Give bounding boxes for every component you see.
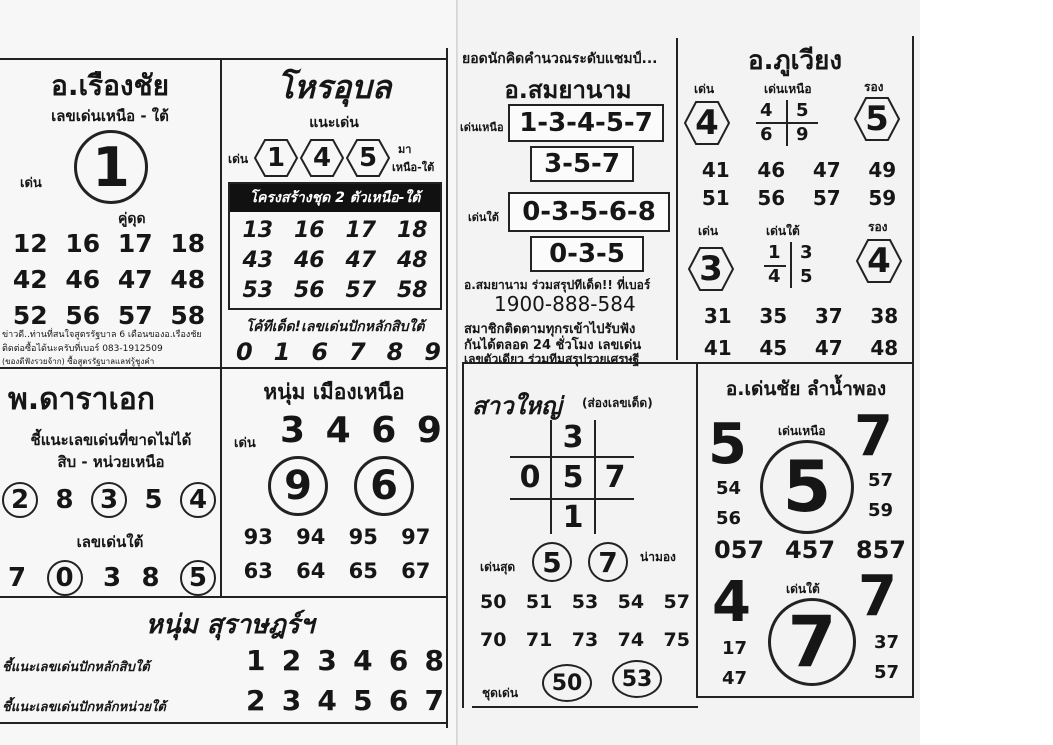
dara-subtitle-2: สิบ - หน่วยเหนือ — [57, 453, 165, 471]
number-cell: 17 — [722, 638, 748, 659]
number-cell: 70 — [480, 629, 507, 651]
noom-north-circle: 9 — [268, 456, 328, 516]
circled-digit: 3 — [91, 482, 127, 518]
phuwiang-title: อ.ภูเวียง — [747, 46, 843, 76]
number-cell: 93 — [243, 525, 273, 549]
horaupon-number-grid — [232, 216, 438, 306]
dara-south-row — [8, 560, 216, 596]
noom-north-circle: 6 — [354, 456, 414, 516]
number-cell: 46 — [65, 265, 101, 294]
number-cell: 56 — [293, 278, 325, 303]
hex-number: 5 — [854, 96, 900, 142]
number-cell: 50 — [480, 591, 507, 613]
digit: 2 — [281, 644, 302, 677]
number-cell: 65 — [348, 559, 378, 583]
rueangchai-pair-label: คู่ดุด — [118, 211, 146, 227]
digit: 6 — [388, 684, 409, 717]
denchai-north-circle: 5 — [760, 440, 854, 534]
number-cell: 97 — [401, 525, 431, 549]
digit: 4 — [353, 644, 373, 677]
number-cell: 43 — [242, 248, 274, 273]
digit: 7 — [8, 563, 27, 593]
number-cell: 95 — [348, 525, 378, 549]
noom-north-title: หนุ่ม เมืองเหนือ — [263, 380, 405, 404]
saoyai-chud-circle: 50 — [542, 664, 592, 702]
rueangchai-footer-2: ติดต่อซื้อได้นะครับที่เบอร์ 083-1912509 — [2, 344, 163, 354]
horaupon-title: โหรอุบล — [276, 68, 392, 106]
samayanam-title: อ.สมยานาม — [504, 76, 632, 104]
number-cell: 56 — [757, 186, 786, 210]
number-cell: 53 — [571, 591, 599, 613]
number-cell: 37 — [814, 304, 843, 328]
number-cell: 57 — [874, 662, 900, 683]
circled-digit: 0 — [47, 560, 83, 596]
number-cell: 75 — [663, 629, 690, 651]
noom-north-number-grid — [232, 520, 442, 588]
samayanam-text-3: เลขตัวเดียว ร่วมทีมสรุปรวยเศรษฐี — [464, 352, 640, 366]
digit: 3 — [281, 684, 302, 717]
saoyai-subtitle: (ส่องเลขเด็ด) — [582, 396, 653, 410]
saoyai-sut-circle: 5 — [532, 542, 572, 582]
samayanam-text-2: กันได้ตลอด 24 ชั่วโมง เลขเด่น — [464, 338, 642, 353]
number-cell: 48 — [870, 336, 899, 360]
number-cell: 71 — [525, 629, 553, 651]
digit: 1 — [246, 644, 266, 677]
noom-surat-title: หนุ่ม สุราษฎร์ฯ — [145, 610, 315, 640]
number-cell: 41 — [701, 158, 730, 182]
number-cell: 67 — [401, 559, 431, 583]
digit: 3 — [102, 563, 122, 593]
digit: 8 — [141, 563, 160, 593]
rueangchai-footer-1: ข่าวดี..ท่านที่สนใจสูตรรัฐบาล 6 เดือนของอ.เรืองชัย — [2, 330, 202, 340]
number-cell: 64 — [296, 559, 326, 583]
number-cell: 46 — [757, 158, 786, 182]
digit: 5 — [353, 684, 373, 717]
number-cell: 47 — [117, 265, 153, 294]
number-cell: 857 — [855, 536, 906, 564]
saoyai-sut-label: เด่นสุด — [480, 560, 516, 574]
phuwiang-south-grid — [690, 300, 912, 364]
samayanam-top-caption: ยอดนักคิดคำนวณระดับแชมป์... — [462, 51, 658, 67]
hex-number: 5 — [346, 138, 390, 178]
number-cell: 18 — [170, 229, 206, 258]
phuwiang-north-cross: 4 5 6 9 — [756, 100, 818, 146]
phuwiang-rong-label: รอง — [864, 80, 884, 94]
noom-surat-label-2: ชี้แนะเลขเด่นปักหลักหน่วยใต้ — [2, 700, 166, 715]
samayanam-south-label: เด่นใต้ — [468, 211, 499, 224]
digit: 4 — [325, 410, 351, 451]
number-cell: 31 — [703, 304, 732, 328]
noom-north-den-label: เด่น — [234, 436, 256, 451]
samayanam-north-label: เด่นเหนือ — [460, 121, 504, 134]
noom-north-digit-row — [280, 410, 442, 451]
rueangchai-subtitle: เลขเด่นเหนือ - ใต้ — [51, 107, 169, 125]
number-cell: 37 — [874, 632, 900, 653]
digit: 9 — [424, 338, 442, 366]
number-cell: 57 — [345, 278, 377, 303]
digit: 4 — [317, 684, 337, 717]
number-cell: 52 — [12, 301, 48, 330]
left-sheet — [0, 0, 466, 745]
number-cell: 17 — [345, 218, 377, 243]
horaupon-footer: โค้ทีเด็ด!เลขเด่นปักหลักสิบใต้ — [245, 319, 425, 335]
noom-surat-label-1: ชี้แนะเลขเด่นปักหลักสิบใต้ — [2, 660, 150, 675]
digit: 2 — [246, 684, 266, 717]
digit: 3 — [280, 410, 306, 451]
number-cell: 35 — [759, 304, 788, 328]
number-cell: 47 — [814, 336, 843, 360]
denchai-triples — [714, 536, 906, 564]
horaupon-den-label: เด่น — [228, 152, 249, 166]
denchai-south-circle: 7 — [768, 598, 856, 686]
circled-digit: 4 — [180, 482, 216, 518]
rueangchai-footer-3: (ของดีฟังรวยจ้าก) ซื้อสูตรรัฐบาลแลฟรู้ชูงคำ — [2, 357, 155, 366]
number-cell: 57 — [812, 186, 841, 210]
samayanam-phone: 1900-888-584 — [494, 292, 636, 316]
phuwiang-den-label-south: เด่น — [698, 224, 719, 238]
phuwiang-south-cross: 1 3 4 5 — [760, 242, 822, 288]
number-cell: 58 — [170, 301, 206, 330]
denchai-north-label: เด่นเหนือ — [778, 424, 826, 438]
number-cell: 57 — [117, 301, 153, 330]
phuwiang-south-label: เด่นใต้ — [766, 224, 800, 238]
horaupon-digit-row — [236, 338, 442, 366]
number-cell: 54 — [617, 591, 645, 613]
number-cell: 94 — [296, 525, 326, 549]
digit: 0 — [236, 338, 254, 366]
number-cell: 47 — [722, 668, 748, 689]
phuwiang-rong-label-south: รอง — [868, 220, 888, 234]
number-cell: 48 — [170, 265, 206, 294]
samayanam-promo: อ.สมยานาม ร่วมสรุปทีเด็ด!! ที่เบอร์ — [464, 278, 651, 292]
digit: 6 — [371, 410, 397, 451]
number-cell: 59 — [868, 186, 897, 210]
digit: 7 — [424, 684, 444, 717]
number-cell: 46 — [293, 248, 325, 273]
noom-surat-row-1 — [246, 644, 444, 677]
digit: 8 — [424, 644, 444, 677]
digit: 3 — [317, 644, 337, 677]
number-cell: 057 — [714, 536, 765, 564]
saoyai-grid: 3 0 5 7 1 — [510, 420, 634, 534]
number-cell: 57 — [663, 591, 690, 613]
denchai-south-right: 7 — [858, 564, 897, 629]
number-cell: 51 — [701, 186, 730, 210]
horaupon-side-note: เหนือ-ใต้ — [392, 161, 435, 174]
number-cell: 13 — [242, 218, 274, 243]
saoyai-row-1 — [480, 590, 690, 614]
number-cell: 17 — [117, 229, 153, 258]
rueangchai-number-grid — [4, 226, 214, 334]
noom-surat-row-2 — [246, 684, 444, 717]
number-cell: 59 — [868, 500, 894, 521]
denchai-title: อ.เด่นชัย ลำน้ำพอง — [725, 378, 887, 400]
digit: 5 — [144, 485, 163, 515]
number-cell: 42 — [12, 265, 48, 294]
digit: 8 — [386, 338, 405, 366]
number-cell: 56 — [716, 508, 742, 529]
hex-number: 1 — [254, 138, 298, 178]
saoyai-chud-label: ชุดเด่น — [482, 686, 519, 700]
number-cell: 73 — [571, 629, 599, 651]
circled-digit: 2 — [2, 482, 38, 518]
horaupon-subtitle: แนะเด่น — [309, 115, 359, 131]
dara-subtitle-1: ชี้แนะเลขเด่นที่ขาดไม่ได้ — [30, 431, 192, 449]
number-cell: 56 — [65, 301, 101, 330]
phuwiang-den-label: เด่น — [694, 82, 715, 96]
number-cell: 18 — [396, 218, 428, 243]
digit: 7 — [348, 338, 367, 366]
number-cell: 49 — [868, 158, 897, 182]
digit: 1 — [273, 338, 292, 366]
number-cell: 38 — [870, 304, 899, 328]
dara-title: พ.ดาราเอก — [8, 382, 155, 417]
number-cell: 63 — [243, 559, 273, 583]
hex-number: 4 — [856, 238, 902, 284]
number-cell: 16 — [65, 229, 101, 258]
saoyai-chud-circle: 53 — [612, 660, 662, 698]
number-cell: 47 — [812, 158, 841, 182]
number-cell: 47 — [345, 248, 377, 273]
hex-number: 4 — [300, 138, 344, 178]
digit: 9 — [416, 410, 442, 451]
rueangchai-den-label: เด่น — [20, 176, 42, 191]
digit: 8 — [55, 485, 74, 515]
number-cell: 54 — [716, 478, 742, 499]
number-cell: 12 — [12, 229, 48, 258]
dara-south-label: เลขเด่นใต้ — [76, 533, 144, 551]
number-cell: 58 — [396, 278, 428, 303]
denchai-south-label: เด่นใต้ — [786, 582, 820, 596]
number-cell: 41 — [703, 336, 732, 360]
samayanam-north-big: 1-3-4-5-7 — [508, 104, 664, 142]
samayanam-south-small: 0-3-5 — [530, 236, 644, 272]
saoyai-row-2 — [480, 628, 690, 652]
number-cell: 45 — [759, 336, 788, 360]
denchai-north-right: 7 — [854, 404, 893, 469]
right-sheet — [458, 0, 920, 745]
number-cell: 53 — [242, 278, 274, 303]
phuwiang-north-grid — [688, 156, 910, 212]
saoyai-namong: น่ามอง — [640, 550, 676, 564]
samayanam-south-big: 0-3-5-6-8 — [508, 192, 670, 232]
rueangchai-main-number: 1 — [74, 130, 148, 204]
digit: 6 — [388, 644, 409, 677]
number-cell: 51 — [525, 591, 553, 613]
circled-digit: 5 — [180, 560, 216, 596]
horaupon-top-note: มา — [398, 143, 412, 156]
denchai-south-left: 4 — [712, 570, 751, 635]
rueangchai-title: อ.เรืองชัย — [51, 69, 169, 102]
horaupon-structure-bar: โครงสร้างชุด 2 ตัวเหนือ-ใต้ — [230, 184, 440, 212]
samayanam-north-small: 3-5-7 — [530, 146, 634, 182]
hex-number: 4 — [684, 100, 730, 146]
saoyai-title: สาวใหญ่ — [472, 392, 562, 420]
number-cell: 57 — [868, 470, 894, 491]
number-cell: 457 — [784, 536, 836, 564]
saoyai-sut-circle: 7 — [588, 542, 628, 582]
denchai-north-left: 5 — [708, 412, 747, 477]
number-cell: 16 — [293, 218, 325, 243]
digit: 6 — [311, 338, 330, 366]
number-cell: 48 — [396, 248, 428, 273]
hex-number: 3 — [688, 246, 734, 292]
number-cell: 74 — [617, 629, 645, 651]
samayanam-text-1: สมาชิกติดตามทุกรเข้าไปรับฟัง — [464, 322, 636, 337]
dara-north-row — [2, 482, 216, 518]
phuwiang-north-label: เด่นเหนือ — [764, 82, 812, 96]
